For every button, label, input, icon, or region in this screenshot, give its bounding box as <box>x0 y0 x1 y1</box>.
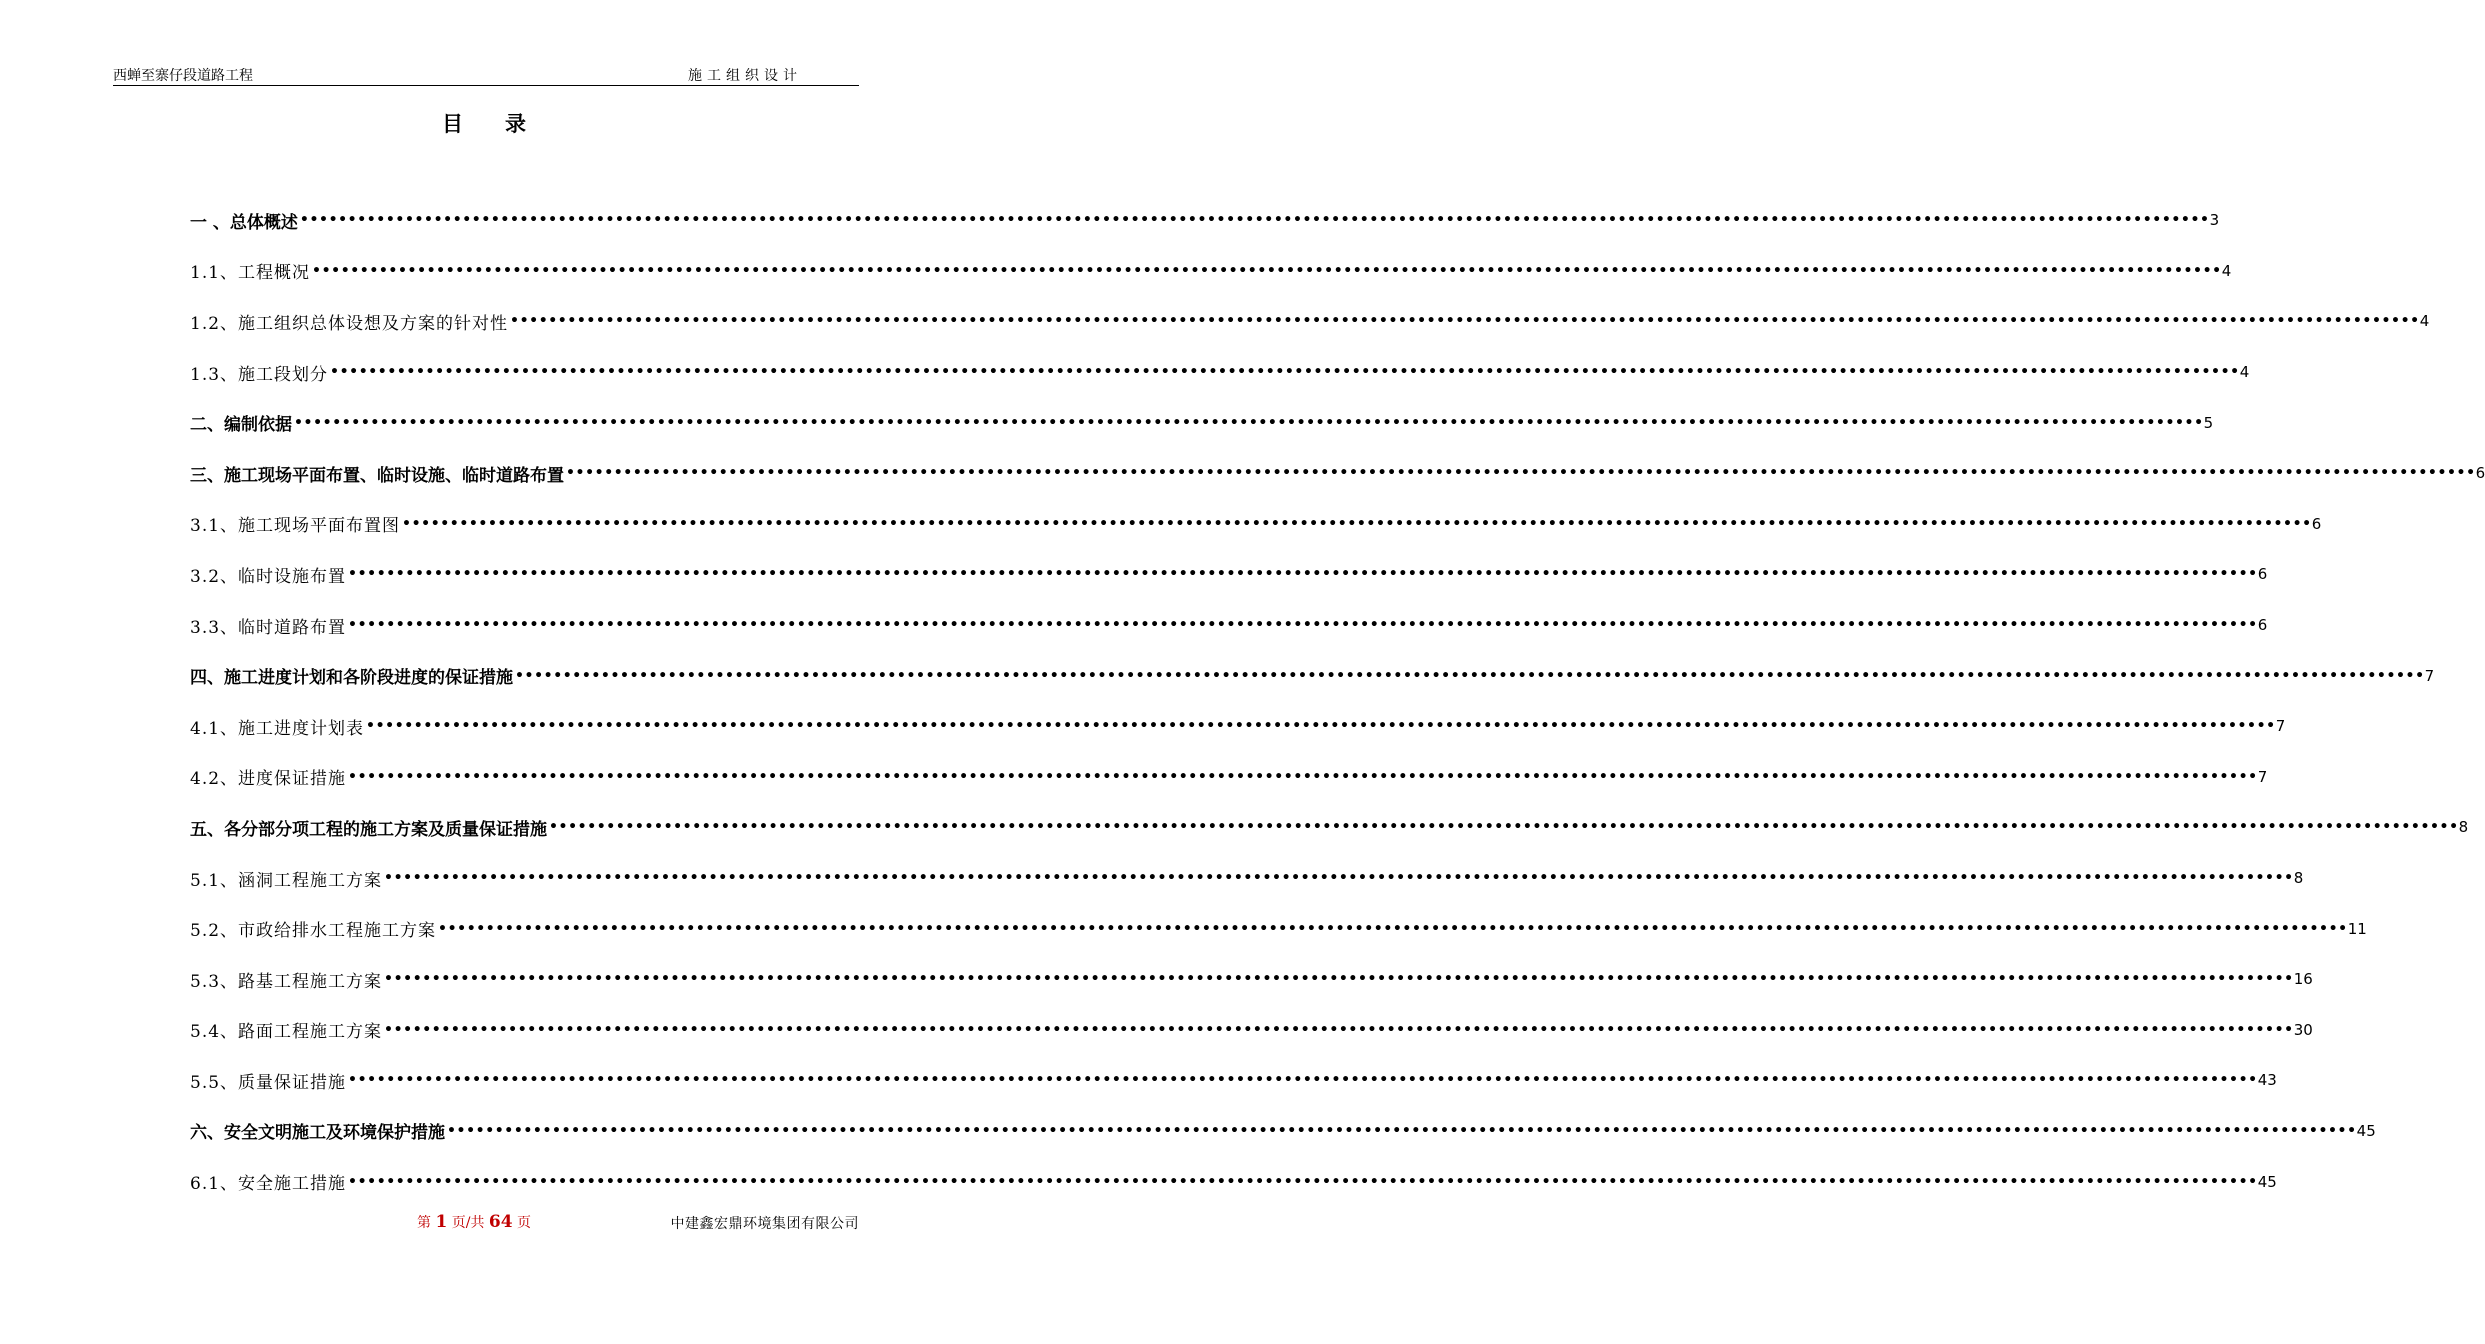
toc-dot-leader: •••••••••••••••••••••••••••••••••••••••••••••••••••••••••••••••••••••••••••••••••••••••••••••••••••••••••••••••••••••••••••••••••••••••••••••••••••••••••••••••••••••••••••••••••••••••••••••••••••••••• <box>348 1072 2258 1089</box>
toc-entry-page: 7 <box>2424 666 2435 685</box>
toc-entry-title: 1.3、施工段划分 <box>190 364 329 385</box>
toc-dot-leader: •••••••••••••••••••••••••••••••••••••••••••••••••••••••••••••••••••••••••••••••••••••••••••••••••••••••••••••••••••••••••••••••••••••••••••••••••••••••••••••••••••••••••••••••••••••••••••••••••••••••• <box>330 364 2240 381</box>
toc-dot-leader: •••••••••••••••••••••••••••••••••••••••••••••••••••••••••••••••••••••••••••••••••••••••••••••••••••••••••••••••••••••••••••••••••••••••••••••••••••••••••••••••••••••••••••••••••••••••••••••••••••••••• <box>384 1021 2294 1038</box>
toc-entry-page: 11 <box>2347 919 2367 938</box>
toc-entry-page: 4 <box>2419 312 2430 331</box>
toc-entry[interactable] <box>190 802 2469 853</box>
toc-entry-page: 16 <box>2293 970 2313 989</box>
toc-dot-leader: •••••••••••••••••••••••••••••••••••••••••••••••••••••••••••••••••••••••••••••••••••••••••••••••••••••••••••••••••••••••••••••••••••••••••••••••••••••••••••••••••••••••••••••••••••••••••••••••••••••••• <box>348 1173 2258 1190</box>
toc-entry-title: 3.3、临时道路布置 <box>190 617 347 638</box>
toc-entry-title: 四、施工进度计划和各阶段进度的保证措施 <box>190 668 513 689</box>
toc-entry[interactable] <box>190 903 2367 954</box>
toc-entry-title: 5.1、涵洞工程施工方案 <box>190 870 383 891</box>
toc-dot-leader: •••••••••••••••••••••••••••••••••••••••••••••••••••••••••••••••••••••••••••••••••••••••••••••••••••••••••••••••••••••••••••••••••••••••••••••••••••••••••••••••••••••••••••••••••••••••••••••••••••••••• <box>384 971 2294 988</box>
toc-dot-leader: •••••••••••••••••••••••••••••••••••••••••••••••••••••••••••••••••••••••••••••••••••••••••••••••••••••••••••••••••••••••••••••••••••••••••••••••••••••••••••••••••••••••••••••••••••••••••••••••••••••••• <box>402 515 2312 532</box>
toc-entry[interactable] <box>190 1055 2277 1106</box>
page-prefix: 第 <box>417 1215 431 1231</box>
toc-dot-leader: •••••••••••••••••••••••••••••••••••••••••••••••••••••••••••••••••••••••••••••••••••••••••••••••••••••••••••••••••••••••••••••••••••••••••••••••••••••••••••••••••••••••••••••••••••••••••••••••••••••••• <box>510 313 2420 330</box>
toc-entry-page: 30 <box>2293 1020 2313 1039</box>
toc-entry[interactable] <box>190 1005 2313 1056</box>
page-suffix: 页 <box>517 1215 532 1231</box>
page-middle: 页/共 <box>451 1215 485 1231</box>
toc-entry-title: 二、编制依据 <box>190 415 292 436</box>
toc-entry-page: 7 <box>2257 767 2268 786</box>
toc-entry[interactable] <box>190 752 2268 803</box>
toc-entry-title: 4.1、施工进度计划表 <box>190 718 365 739</box>
toc-entry[interactable] <box>190 650 2435 701</box>
current-page: 1 <box>435 1212 448 1232</box>
toc-entry-title: 5.3、路基工程施工方案 <box>190 971 383 992</box>
toc-entry-page: 5 <box>2203 413 2214 432</box>
toc-entry-title: 六、安全文明施工及环境保护措施 <box>190 1123 445 1144</box>
header-document-type: 施工组织设计 <box>688 68 802 84</box>
toc-entry-page: 8 <box>2458 818 2469 837</box>
toc-entry-title: 五、各分部分项工程的施工方案及质量保证措施 <box>190 819 547 840</box>
toc-entry-title: 4.2、进度保证措施 <box>190 769 347 790</box>
toc-entry-page: 45 <box>2257 1172 2277 1191</box>
toc-entry[interactable] <box>190 549 2268 600</box>
toc-dot-leader: •••••••••••••••••••••••••••••••••••••••••••••••••••••••••••••••••••••••••••••••••••••••••••••••••••••••••••••••••••••••••••••••••••••••••••••••••••••••••••••••••••••••••••••••••••••••••••••••••••••••• <box>549 819 2459 836</box>
toc-dot-leader: •••••••••••••••••••••••••••••••••••••••••••••••••••••••••••••••••••••••••••••••••••••••••••••••••••••••••••••••••••••••••••••••••••••••••••••••••••••••••••••••••••••••••••••••••••••••••••••••••••••••• <box>447 1122 2357 1139</box>
toc-entry[interactable] <box>190 499 2322 550</box>
toc-entry[interactable] <box>190 347 2250 398</box>
toc-entry-title: 三、施工现场平面布置、临时设施、临时道路布置 <box>190 465 564 486</box>
toc-dot-leader: •••••••••••••••••••••••••••••••••••••••••••••••••••••••••••••••••••••••••••••••••••••••••••••••••••••••••••••••••••••••••••••••••••••••••••••••••••••••••••••••••••••••••••••••••••••••••••••••••••••••• <box>438 920 2348 937</box>
toc-entry-title: 1.2、施工组织总体设想及方案的针对性 <box>190 313 509 334</box>
toc-entry[interactable] <box>190 246 2232 297</box>
toc-entry-title: 3.2、临时设施布置 <box>190 566 347 587</box>
toc-entry-title: 5.2、市政给排水工程施工方案 <box>190 921 437 942</box>
toc-entry-page: 6 <box>2257 565 2268 584</box>
toc-dot-leader: •••••••••••••••••••••••••••••••••••••••••••••••••••••••••••••••••••••••••••••••••••••••••••••••••••••••••••••••••••••••••••••••••••••••••••••••••••••••••••••••••••••••••••••••••••••••••••••••••••••••• <box>348 768 2258 785</box>
toc-entry[interactable] <box>190 1106 2376 1157</box>
toc-dot-leader: •••••••••••••••••••••••••••••••••••••••••••••••••••••••••••••••••••••••••••••••••••••••••••••••••••••••••••••••••••••••••••••••••••••••••••••••••••••••••••••••••••••••••••••••••••••••••••••••••••••••• <box>515 667 2425 684</box>
toc-dot-leader: •••••••••••••••••••••••••••••••••••••••••••••••••••••••••••••••••••••••••••••••••••••••••••••••••••••••••••••••••••••••••••••••••••••••••••••••••••••••••••••••••••••••••••••••••••••••••••••••••••••••• <box>384 870 2294 887</box>
toc-entry[interactable] <box>190 954 2313 1005</box>
toc-entry-page: 6 <box>2311 514 2322 533</box>
toc-entry[interactable] <box>190 296 2430 347</box>
toc-dot-leader: •••••••••••••••••••••••••••••••••••••••••••••••••••••••••••••••••••••••••••••••••••••••••••••••••••••••••••••••••••••••••••••••••••••••••••••••••••••••••••••••••••••••••••••••••••••••••••••••••••••••• <box>566 465 2476 482</box>
toc-entry-page: 6 <box>2475 464 2485 483</box>
toc-entry-page: 6 <box>2257 616 2268 635</box>
toc-entry-title: 6.1、安全施工措施 <box>190 1174 347 1195</box>
page-title: 目录 <box>442 111 568 136</box>
table-of-contents <box>190 195 2485 1207</box>
toc-entry-title: 5.4、路面工程施工方案 <box>190 1022 383 1043</box>
toc-entry-title: 5.5、质量保证措施 <box>190 1072 347 1093</box>
toc-dot-leader: •••••••••••••••••••••••••••••••••••••••••••••••••••••••••••••••••••••••••••••••••••••••••••••••••••••••••••••••••••••••••••••••••••••••••••••••••••••••••••••••••••••••••••••••••••••••••••••••••••••••• <box>299 212 2210 229</box>
toc-entry[interactable] <box>190 1156 2277 1207</box>
toc-entry[interactable] <box>190 600 2268 651</box>
toc-dot-leader: •••••••••••••••••••••••••••••••••••••••••••••••••••••••••••••••••••••••••••••••••••••••••••••••••••••••••••••••••••••••••••••••••••••••••••••••••••••••••••••••••••••••••••••••••••••••••••••••••••••••• <box>366 718 2276 735</box>
toc-dot-leader: •••••••••••••••••••••••••••••••••••••••••••••••••••••••••••••••••••••••••••••••••••••••••••••••••••••••••••••••••••••••••••••••••••••••••••••••••••••••••••••••••••••••••••••••••••••••••••••••••••••••• <box>348 617 2258 634</box>
toc-entry-page: 8 <box>2293 869 2304 888</box>
total-pages: 64 <box>488 1212 513 1232</box>
toc-entry[interactable] <box>190 701 2286 752</box>
toc-entry[interactable] <box>190 853 2304 904</box>
toc-entry-title: 3.1、施工现场平面布置图 <box>190 516 401 537</box>
toc-dot-leader: •••••••••••••••••••••••••••••••••••••••••••••••••••••••••••••••••••••••••••••••••••••••••••••••••••••••••••••••••••••••••••••••••••••••••••••••••••••••••••••••••••••••••••••••••••••••••••••••••••••••• <box>312 262 2222 279</box>
toc-entry[interactable] <box>190 195 2220 246</box>
toc-entry-title: 一 、总体概述 <box>190 212 298 233</box>
toc-entry-page: 45 <box>2356 1121 2376 1140</box>
toc-dot-leader: •••••••••••••••••••••••••••••••••••••••••••••••••••••••••••••••••••••••••••••••••••••••••••••••••••••••••••••••••••••••••••••••••••••••••••••••••••••••••••••••••••••••••••••••••••••••••••••••••••••••• <box>348 566 2258 583</box>
footer-company-name: 中建鑫宏鼎环境集团有限公司 <box>670 1216 859 1232</box>
header-divider <box>113 85 859 86</box>
toc-entry-page: 7 <box>2275 717 2286 736</box>
toc-entry-page: 3 <box>2209 211 2220 230</box>
toc-entry-page: 4 <box>2221 261 2232 280</box>
toc-entry[interactable] <box>190 448 2485 499</box>
toc-entry-page: 4 <box>2239 363 2250 382</box>
toc-entry-page: 43 <box>2257 1071 2277 1090</box>
toc-entry[interactable] <box>190 397 2214 448</box>
header-project-name: 西蝉至寨仔段道路工程 <box>113 68 253 84</box>
toc-dot-leader: •••••••••••••••••••••••••••••••••••••••••••••••••••••••••••••••••••••••••••••••••••••••••••••••••••••••••••••••••••••••••••••••••••••••••••••••••••••••••••••••••••••••••••••••••••••••••••••••••••••••• <box>294 414 2204 431</box>
toc-entry-title: 1.1、工程概况 <box>190 263 311 284</box>
footer-page-number <box>417 1212 531 1232</box>
